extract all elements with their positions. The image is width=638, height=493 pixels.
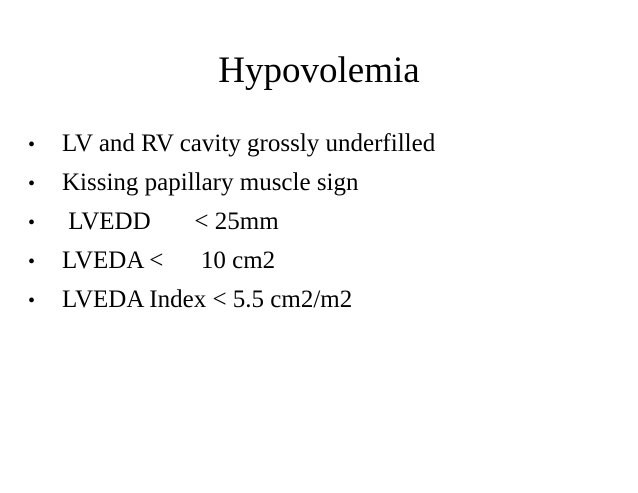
bullet-item [28, 241, 435, 280]
bullet-text: LVEDD < 25mm [62, 208, 279, 235]
bullet-item [28, 280, 435, 319]
bullet-text: Kissing papillary muscle sign [62, 169, 359, 196]
bullet-icon: • [28, 212, 36, 234]
slide-title: Hypovolemia [218, 50, 420, 91]
bullet-list [28, 124, 435, 319]
bullet-item [28, 202, 435, 241]
bullet-item [28, 163, 435, 202]
bullet-text: LV and RV cavity grossly underfilled [62, 130, 436, 157]
bullet-icon: • [28, 173, 36, 195]
bullet-icon: • [28, 251, 36, 273]
bullet-text: LVEDA Index < 5.5 cm2/m2 [62, 286, 353, 313]
bullet-icon: • [28, 134, 36, 156]
bullet-icon: • [28, 290, 36, 312]
bullet-text: LVEDA < 10 cm2 [62, 247, 276, 274]
bullet-item [28, 124, 435, 163]
